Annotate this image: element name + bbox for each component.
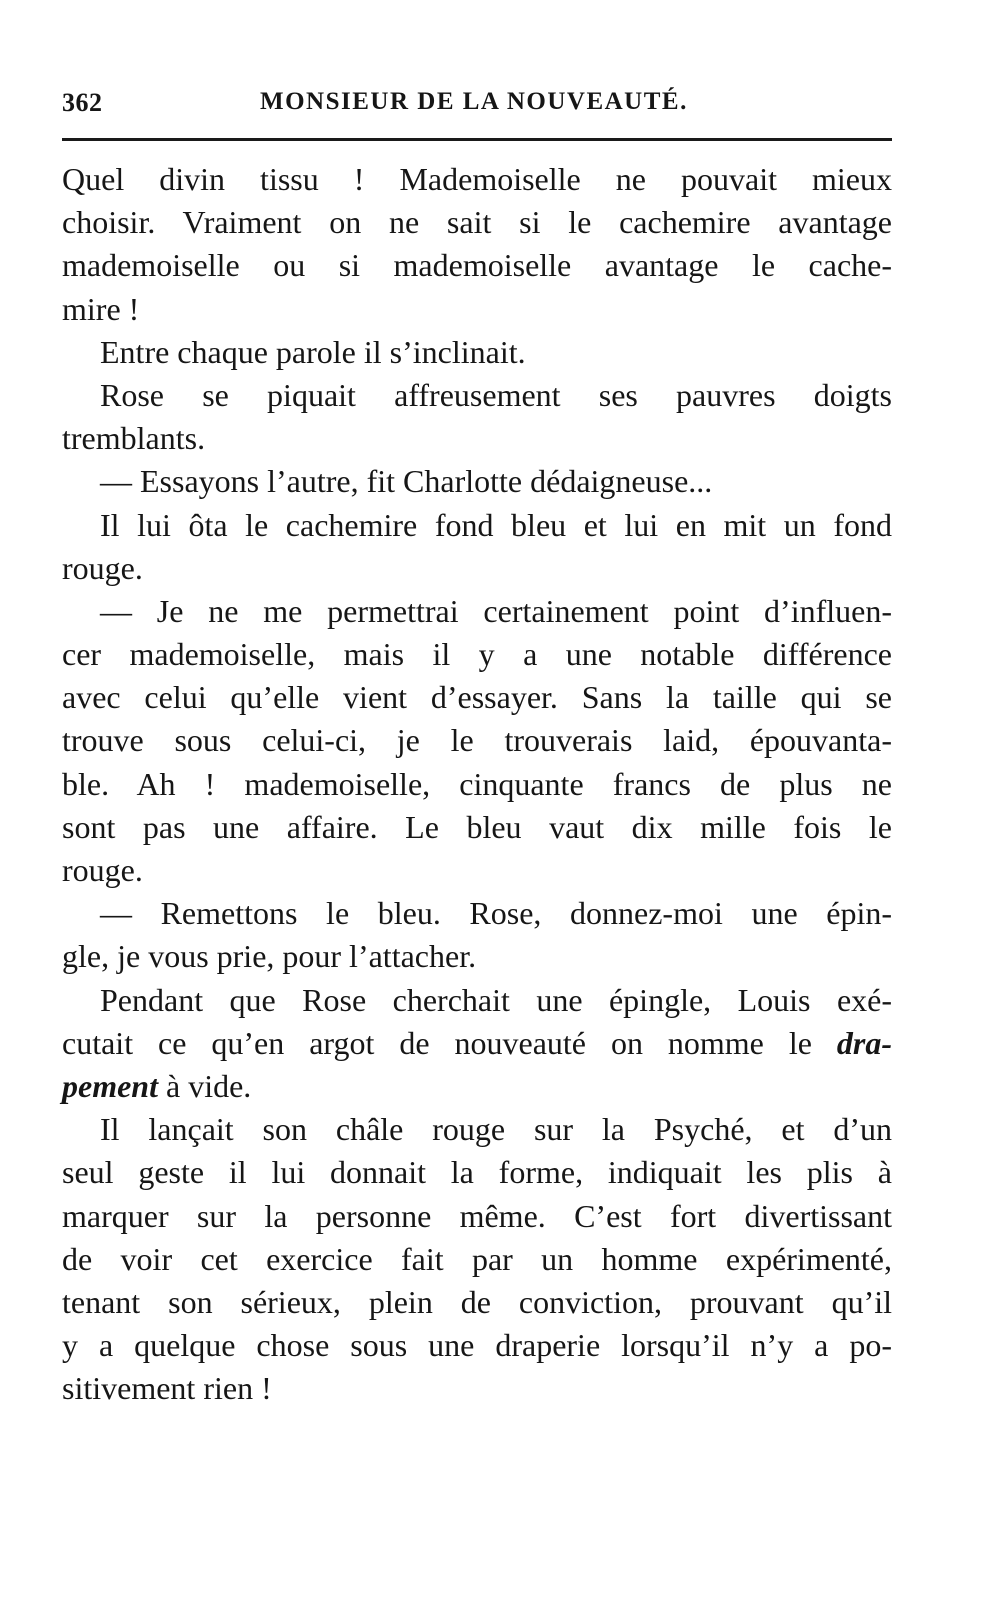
text-line: ble. Ah ! mademoiselle, cinquante francs de plus ne (62, 765, 892, 802)
text-line: gle, je vous prie, pour l’attacher. (62, 938, 477, 975)
text-line: Il lançait son châle rouge sur la Psyché, et d’un (100, 1111, 892, 1148)
page-number: 362 (62, 88, 103, 117)
text-line: Rose se piquait affreusement ses pauvres doigts (100, 376, 892, 413)
text-line: tremblants. (62, 420, 206, 457)
text-line: seul geste il lui donnait la forme, indiquait les plis à (62, 1154, 892, 1191)
text-line: y a quelque chose sous une draperie lorsqu’il n’y a po- (62, 1327, 892, 1364)
header-rule (62, 138, 892, 141)
text-line (62, 1065, 892, 1108)
text-line: cer mademoiselle, mais il y a une notable différence (62, 636, 892, 673)
text-line: sont pas une affaire. Le bleu vaut dix mille fois le (62, 808, 892, 845)
text-segment: cutait ce qu’en argot de nouveauté on nomme le (62, 1024, 812, 1061)
text-line: mademoiselle ou si mademoiselle avantage le cache- (62, 247, 892, 284)
text-segment: à vide. (165, 1067, 252, 1104)
text-line: Il lui ôta le cachemire fond bleu et lui en mit un fond (100, 506, 892, 543)
italic-term: pement (62, 1067, 158, 1104)
running-title: MONSIEUR DE LA NOUVEAUTÉ. (260, 88, 688, 115)
text-line: marquer sur la personne même. C’est fort divertissant (62, 1197, 892, 1234)
body-text (62, 158, 892, 1410)
text-line: — Remettons le bleu. Rose, donnez-moi une épin- (100, 895, 892, 932)
text-line: rouge. (62, 549, 143, 586)
italic-term: dra- (836, 1024, 893, 1061)
page-header (62, 88, 892, 128)
text-line (62, 1022, 892, 1065)
text-line: avec celui qu’elle vient d’essayer. Sans la taille qui se (62, 679, 892, 716)
text-line: de voir cet exercice fait par un homme expérimenté, (62, 1240, 892, 1277)
text-line: — Essayons l’autre, fit Charlotte dédaigneuse... (100, 463, 713, 500)
text-line: tenant son sérieux, plein de conviction, prouvant qu’il (62, 1283, 892, 1320)
text-line: — Je ne me permettrai certainement point d’influen- (100, 592, 892, 629)
text-line: Pendant que Rose cherchait une épingle, Louis exé- (100, 981, 892, 1018)
text-line: mire ! (62, 290, 140, 327)
text-line: rouge. (62, 852, 143, 888)
text-line: choisir. Vraiment on ne sait si le cachemire avantage (62, 204, 892, 241)
text-line: sitivement rien ! (62, 1370, 272, 1407)
text-line: Entre chaque parole il s’inclinait. (100, 333, 526, 370)
text-line: trouve sous celui-ci, je le trouverais laid, épouvanta- (62, 722, 892, 759)
text-line: Quel divin tissu ! Mademoiselle ne pouvait mieux (62, 161, 892, 197)
